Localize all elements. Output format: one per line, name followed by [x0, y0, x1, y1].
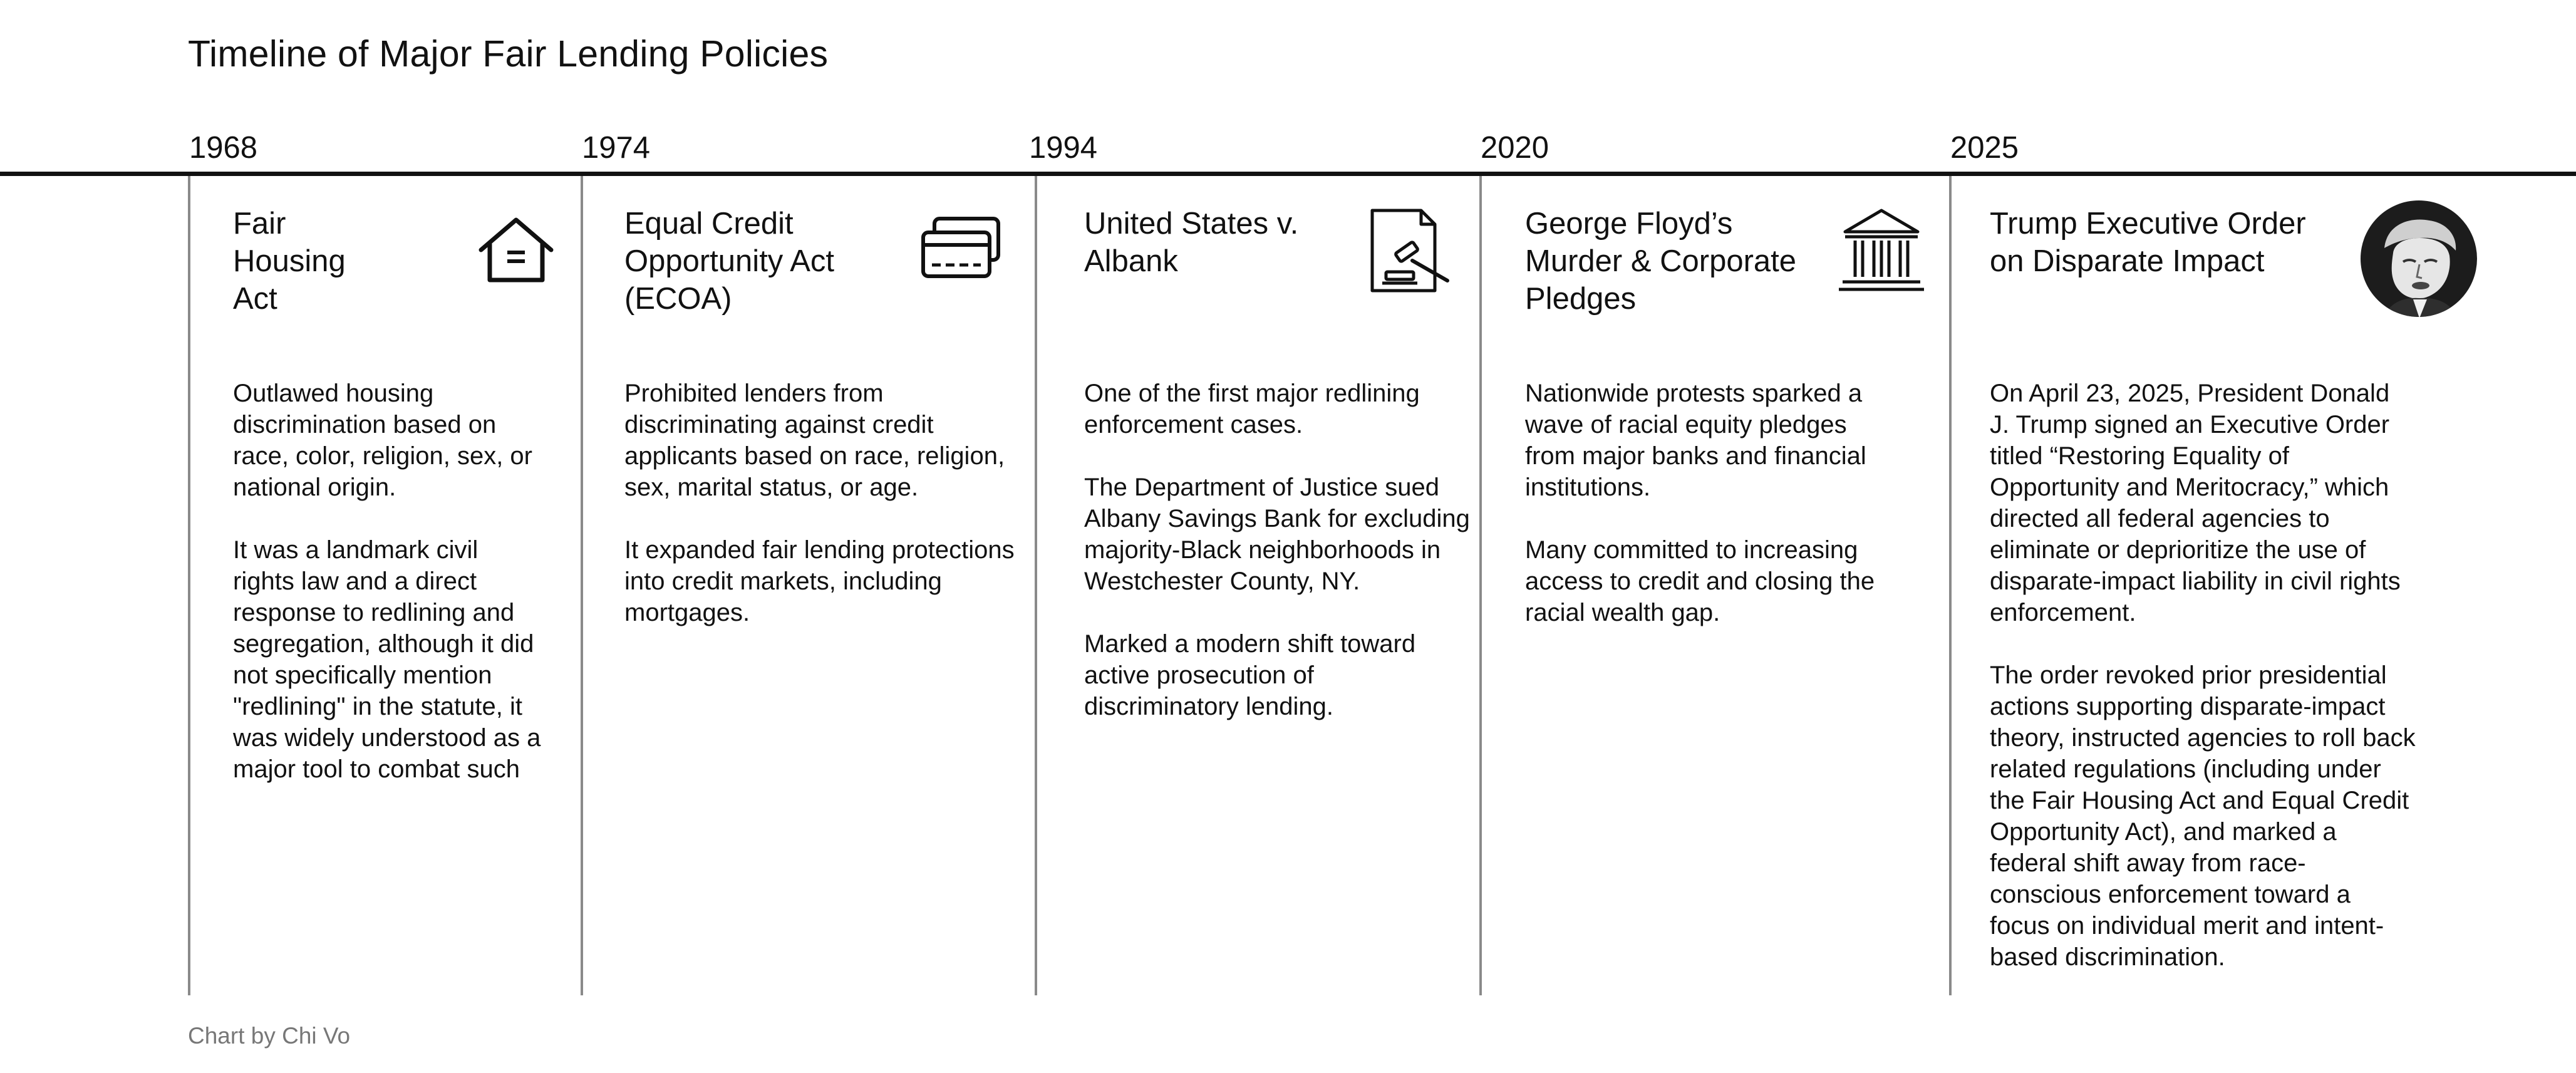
timeline-axis: [0, 172, 2576, 176]
event-paragraph: On April 23, 2025, President Donald J. Trump signed an Executive Order titled “Restoring Equality of Opportunity and Meritocracy,” which directed all federal agencies to eliminate or deprioritize the use of disparate-impact liability in civil rights enforcement.: [1990, 380, 2401, 626]
event-description: [1084, 378, 1472, 754]
year-label: 1974: [582, 131, 651, 165]
house-icon: [477, 215, 555, 285]
event-description: [233, 378, 546, 816]
event-title: United States v. Albank: [1084, 207, 1299, 278]
column-divider: [581, 176, 583, 995]
event-title: Equal Credit Opportunity Act (ECOA): [624, 207, 835, 316]
credit-card-icon: [919, 215, 1002, 281]
portrait-photo-icon: [2359, 199, 2478, 318]
year-label: 1994: [1029, 131, 1098, 165]
year-label: 2020: [1481, 131, 1549, 165]
column-divider: [1479, 176, 1482, 995]
year-label: 1968: [189, 131, 258, 165]
event-paragraph: One of the first major redlining enforcement cases.: [1084, 380, 1420, 438]
chart-title: Timeline of Major Fair Lending Policies: [188, 33, 829, 75]
event-paragraph: Prohibited lenders from discriminating against credit applicants based on race, religion, sex, marital status, or age.: [624, 380, 1005, 501]
chart-credit: Chart by Chi Vo: [188, 1023, 351, 1049]
column-divider: [1949, 176, 1952, 995]
legal-document-gavel-icon: [1368, 207, 1454, 294]
event-description: [1525, 378, 1876, 660]
event-paragraph: It was a landmark civil rights law and a direct response to redlining and segregation, although it did not specifically mention "redlining" in the statute, it was widely understood as a major tool to combat such: [233, 536, 541, 783]
column-divider: [188, 176, 190, 995]
event-paragraph: The order revoked prior presidential actions supporting disparate-impact theory, instructed agencies to roll back related regulations (including under the Fair Housing Act and Equal Credit Opportunity Act), and marked a federal shift away from race-conscious enforcement toward a focus on individual merit and intent-based discrimination.: [1990, 661, 2416, 971]
event-paragraph: It expanded fair lending protections into credit markets, including mortgages.: [624, 536, 1015, 626]
event-paragraph: Many committed to increasing access to credit and closing the racial wealth gap.: [1525, 536, 1875, 626]
event-title: Trump Executive Order on Disparate Impact: [1990, 207, 2306, 278]
event-description: [624, 378, 1032, 660]
event-paragraph: Marked a modern shift toward active prosecution of discriminatory lending.: [1084, 630, 1416, 720]
year-label: 2025: [1950, 131, 2019, 165]
bank-building-icon: [1836, 207, 1927, 294]
event-paragraph: Outlawed housing discrimination based on race, color, religion, sex, or national origin.: [233, 380, 532, 501]
event-title: George Floyd’s Murder & Corporate Pledges: [1525, 207, 1797, 316]
event-title: Fair Housing Act: [233, 207, 346, 316]
column-divider: [1035, 176, 1037, 995]
event-paragraph: The Department of Justice sued Albany Savings Bank for excluding majority-Black neighborhoods in Westchester County, NY.: [1084, 474, 1470, 595]
event-paragraph: Nationwide protests sparked a wave of racial equity pledges from major banks and financial institutions.: [1525, 380, 1866, 501]
event-description: [1990, 378, 2416, 1004]
